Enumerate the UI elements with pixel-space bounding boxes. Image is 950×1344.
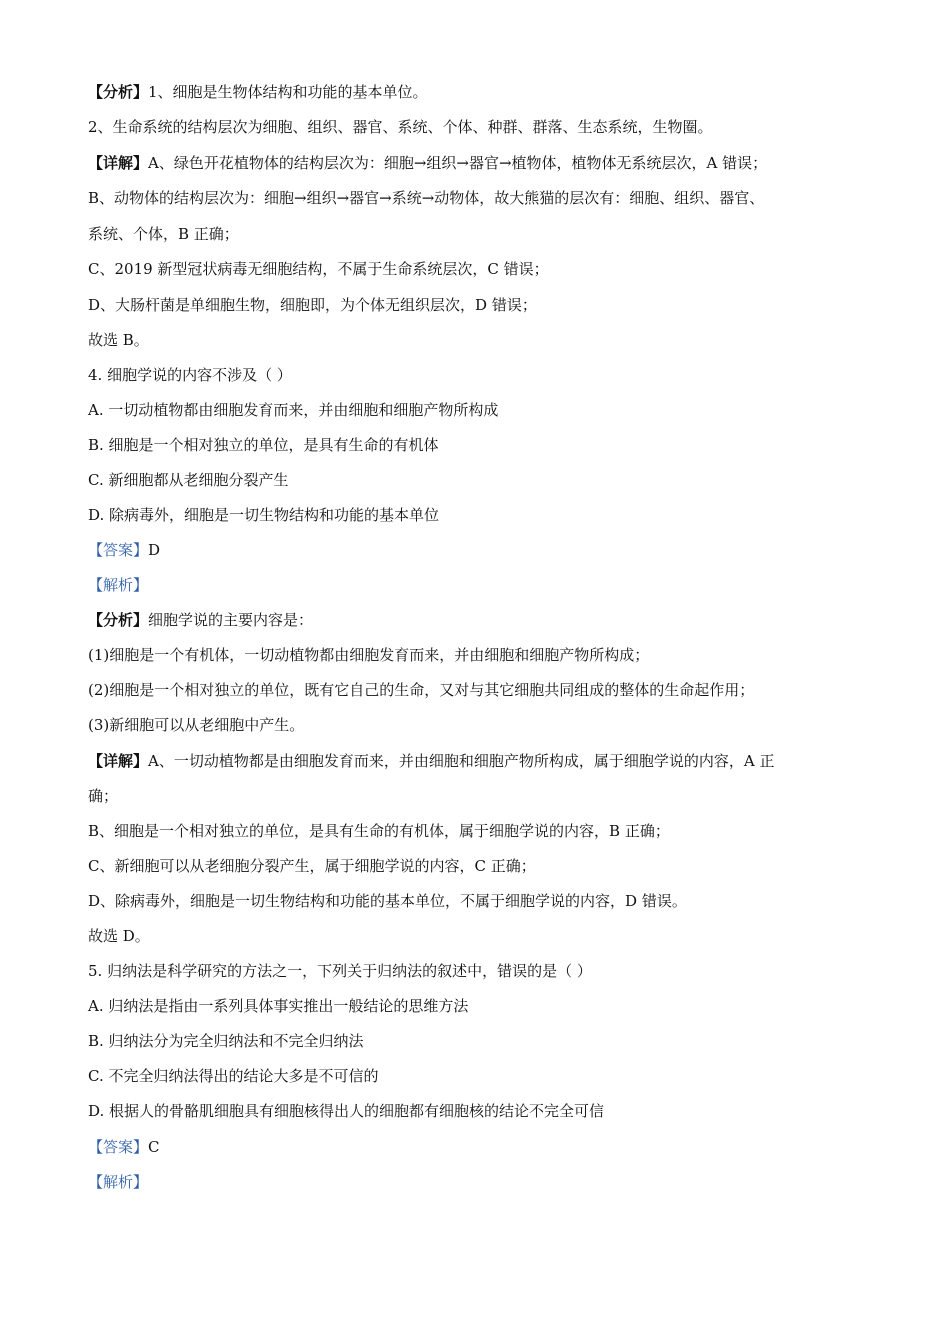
analysis-tag: 【分析】 <box>88 83 149 101</box>
q4-detail-3: C、新细胞可以从老细胞分裂产生，属于细胞学说的内容，C 正确； <box>88 857 536 875</box>
q4-stem: 4. 细胞学说的内容不涉及（ ） <box>88 366 292 384</box>
q5-option-c: C. 不完全归纳法得出的结论大多是不可信的 <box>88 1067 379 1085</box>
q5-explain-tag: 【解析】 <box>88 1173 149 1191</box>
q5-option-b: B. 归纳法分为完全归纳法和不完全归纳法 <box>88 1032 364 1050</box>
q4-answer <box>88 540 160 560</box>
q4-option-d: D. 除病毒外，细胞是一切生物结构和功能的基本单位 <box>88 506 440 524</box>
analysis-text: 细胞学说的主要内容是： <box>148 611 314 629</box>
q3-detail-line1 <box>88 153 767 173</box>
detail-tag: 【详解】 <box>88 752 149 770</box>
q4-analysis <box>88 610 313 630</box>
q3-conclusion: 故选 B。 <box>88 331 149 349</box>
q4-point-2: (2)细胞是一个相对独立的单位，既有它自己的生命，又对与其它细胞共同组成的整体的生命起作用； <box>88 681 755 699</box>
answer-value: D <box>148 541 161 559</box>
q4-option-a: A. 一切动植物都由细胞发育而来，并由细胞和细胞产物所构成 <box>88 401 499 419</box>
q3-detail-line4: C、2019 新型冠状病毒无细胞结构，不属于生命系统层次，C 错误； <box>88 260 549 278</box>
q3-analysis-line2: 2、生命系统的结构层次为细胞、组织、器官、系统、个体、种群、群落、生态系统，生物圈。 <box>88 118 713 136</box>
answer-value: C <box>148 1138 160 1156</box>
q4-conclusion: 故选 D。 <box>88 927 150 945</box>
q4-detail-2: B、细胞是一个相对独立的单位，是具有生命的有机体，属于细胞学说的内容，B 正确； <box>88 822 670 840</box>
detail-tag: 【详解】 <box>88 154 149 172</box>
q5-stem: 5. 归纳法是科学研究的方法之一，下列关于归纳法的叙述中，错误的是（ ） <box>88 962 592 980</box>
detail-text: A、一切动植物都是由细胞发育而来，并由细胞和细胞产物所构成，属于细胞学说的内容，A 正 <box>148 752 775 770</box>
q5-option-a: A. 归纳法是指由一系列具体事实推出一般结论的思维方法 <box>88 997 469 1015</box>
q5-answer <box>88 1137 160 1157</box>
answer-tag: 【答案】 <box>88 1138 149 1156</box>
q4-detail-4: D、除病毒外，细胞是一切生物结构和功能的基本单位，不属于细胞学说的内容，D 错误。 <box>88 892 687 910</box>
q3-analysis-line1 <box>88 82 428 102</box>
analysis-text: 1、细胞是生物体结构和功能的基本单位。 <box>148 83 428 101</box>
q4-option-c: C. 新细胞都从老细胞分裂产生 <box>88 471 289 489</box>
q4-detail-1 <box>88 751 774 771</box>
q4-point-1: (1)细胞是一个有机体，一切动植物都由细胞发育而来，并由细胞和细胞产物所构成； <box>88 646 650 664</box>
q3-detail-line3: 系统、个体，B 正确； <box>88 225 239 243</box>
q3-detail-line5: D、大肠杆菌是单细胞生物，细胞即，为个体无组织层次，D 错误； <box>88 296 537 314</box>
q4-explain-tag: 【解析】 <box>88 576 149 594</box>
q4-detail-1b: 确； <box>88 787 119 805</box>
q5-option-d: D. 根据人的骨骼肌细胞具有细胞核得出人的细胞都有细胞核的结论不完全可信 <box>88 1102 605 1120</box>
q4-point-3: (3)新细胞可以从老细胞中产生。 <box>88 716 305 734</box>
analysis-tag: 【分析】 <box>88 611 149 629</box>
q4-option-b: B. 细胞是一个相对独立的单位，是具有生命的有机体 <box>88 436 439 454</box>
detail-text: A、绿色开花植物体的结构层次为：细胞→组织→器官→植物体，植物体无系统层次，A 错误； <box>148 154 768 172</box>
q3-detail-line2: B、动物体的结构层次为：细胞→组织→器官→系统→动物体，故大熊猫的层次有：细胞、组织、器官、 <box>88 189 765 207</box>
answer-tag: 【答案】 <box>88 541 149 559</box>
